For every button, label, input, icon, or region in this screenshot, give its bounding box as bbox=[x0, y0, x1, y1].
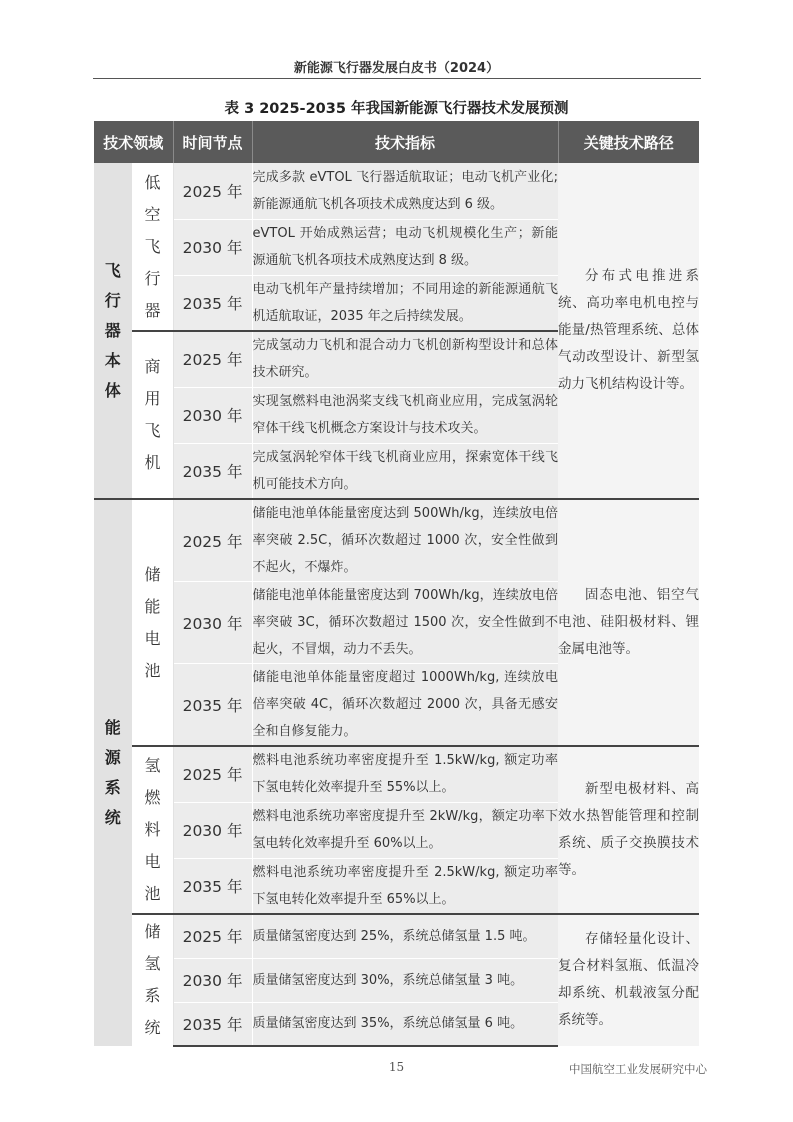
vertical-label-char: 能 bbox=[104, 717, 121, 737]
metric-cell: eVTOL 开始成熟运营；电动飞机规模化生产；新能源通航飞机各项技术成熟度达到 8 级。 bbox=[252, 219, 558, 275]
vertical-label-char: 空 bbox=[144, 204, 161, 224]
metric-cell: 储能电池单体能量密度达到 500Wh/kg，连续放电倍率突破 2.5C，循环次数超过 1000 次，安全性做到不起火，不爆炸。 bbox=[252, 499, 558, 582]
vertical-label-char: 储 bbox=[144, 922, 161, 942]
metric-cell: 电动飞机年产量持续增加；不同用途的新能源通航飞机适航取证，2035 年之后持续发展。 bbox=[252, 275, 558, 331]
year-cell: 2035 年 bbox=[173, 275, 252, 331]
year-cell: 2030 年 bbox=[173, 582, 252, 664]
year-cell: 2025 年 bbox=[173, 746, 252, 802]
vertical-label-char: 行 bbox=[104, 290, 121, 310]
subdomain-cell-fuel-cell bbox=[132, 746, 173, 914]
year-cell: 2030 年 bbox=[173, 802, 252, 858]
metric-cell: 燃料电池系统功率密度提升至 1.5kW/kg, 额定功率下氢电转化效率提升至 55%以上。 bbox=[252, 746, 558, 802]
vertical-label-char: 统 bbox=[104, 807, 121, 827]
vertical-label-char: 氢 bbox=[144, 954, 161, 974]
year-cell: 2025 年 bbox=[173, 163, 252, 219]
path-cell-fuel-cell: 新型电极材料、高效水热智能管理和控制系统、质子交换膜技术等。 bbox=[558, 746, 699, 914]
metric-cell: 质量储氢密度达到 25%，系统总储氢量 1.5 吨。 bbox=[252, 914, 558, 958]
table-row bbox=[94, 499, 699, 582]
year-cell: 2030 年 bbox=[173, 958, 252, 1002]
metric-cell: 质量储氢密度达到 30%，系统总储氢量 3 吨。 bbox=[252, 958, 558, 1002]
metric-cell: 实现氢燃料电池涡桨支线飞机商业应用，完成氢涡轮窄体干线飞机概念方案设计与技术攻关。 bbox=[252, 387, 558, 443]
header-tech-domain: 技术领域 bbox=[94, 121, 173, 163]
forecast-table bbox=[94, 121, 699, 1047]
table-title: 表 3 2025-2035 年我国新能源飞行器技术发展预测 bbox=[224, 101, 569, 117]
year-cell: 2035 年 bbox=[173, 858, 252, 914]
year-cell: 2035 年 bbox=[173, 1002, 252, 1046]
table-row bbox=[94, 163, 699, 219]
vertical-label-char: 本 bbox=[104, 350, 121, 370]
path-cell-battery: 固态电池、铝空气电池、硅阳极材料、锂金属电池等。 bbox=[558, 499, 699, 746]
metric-cell: 完成氢动力飞机和混合动力飞机创新构型设计和总体技术研究。 bbox=[252, 331, 558, 387]
metric-cell: 储能电池单体能量密度达到 700Wh/kg，连续放电倍率突破 3C，循环次数超过 1500 次，安全性做到不起火，不冒烟，动力不丢失。 bbox=[252, 582, 558, 664]
vertical-label-char: 行 bbox=[144, 268, 161, 288]
metric-cell: 完成多款 eVTOL 飞行器适航取证；电动飞机产业化;新能源通航飞机各项技术成熟度达到 6 级。 bbox=[252, 163, 558, 219]
subdomain-cell-battery bbox=[132, 499, 173, 746]
vertical-label-char: 系 bbox=[144, 986, 161, 1006]
year-cell: 2030 年 bbox=[173, 387, 252, 443]
header-tech-metric: 技术指标 bbox=[252, 121, 558, 163]
metric-cell: 质量储氢密度达到 35%，系统总储氢量 6 吨。 bbox=[252, 1002, 558, 1046]
vertical-label-char: 统 bbox=[144, 1018, 161, 1038]
year-cell: 2035 年 bbox=[173, 443, 252, 499]
vertical-label-char: 机 bbox=[144, 453, 161, 472]
vertical-label-char: 源 bbox=[104, 747, 121, 767]
year-cell: 2025 年 bbox=[173, 914, 252, 958]
domain-cell-aircraft-body bbox=[94, 163, 132, 499]
subdomain-cell-commercial bbox=[132, 331, 173, 499]
vertical-label-char: 料 bbox=[144, 820, 161, 839]
header-time-node: 时间节点 bbox=[173, 121, 252, 163]
path-cell-aircraft-body: 分布式电推进系统、高功率电机电控与能量/热管理系统、总体气动改型设计、新型氢动力飞机结构设计等。 bbox=[558, 163, 699, 499]
vertical-label-char: 商 bbox=[144, 357, 161, 376]
year-cell: 2030 年 bbox=[173, 219, 252, 275]
vertical-label-char: 燃 bbox=[144, 788, 161, 807]
subdomain-cell-low-altitude bbox=[132, 163, 173, 331]
table-row bbox=[94, 914, 699, 958]
metric-cell: 燃料电池系统功率密度提升至 2kW/kg，额定功率下氢电转化效率提升至 60%以上。 bbox=[252, 802, 558, 858]
header-rule bbox=[93, 78, 701, 79]
vertical-label-char: 飞 bbox=[144, 236, 161, 256]
vertical-label-char: 储 bbox=[144, 564, 161, 584]
vertical-label-char: 池 bbox=[144, 884, 161, 903]
domain-cell-energy-system bbox=[94, 499, 132, 1046]
footer-organization: 中国航空工业发展研究中心 bbox=[569, 1062, 707, 1076]
path-cell-hydrogen-storage: 存储轻量化设计、复合材料氢瓶、低温冷却系统、机载液氢分配系统等。 bbox=[558, 914, 699, 1046]
vertical-label-char: 电 bbox=[144, 628, 161, 648]
vertical-label-char: 能 bbox=[144, 596, 161, 616]
table-header-row bbox=[94, 121, 699, 163]
page-number: 15 bbox=[388, 1060, 405, 1074]
table-row bbox=[94, 746, 699, 802]
metric-cell: 燃料电池系统功率密度提升至 2.5kW/kg, 额定功率下氢电转化效率提升至 65%以上。 bbox=[252, 858, 558, 914]
header-key-path: 关键技术路径 bbox=[558, 121, 699, 163]
vertical-label-char: 系 bbox=[104, 777, 121, 797]
metric-cell: 储能电池单体能量密度超过 1000Wh/kg, 连续放电倍率突破 4C，循环次数超过 2000 次，具备无感安全和自修复能力。 bbox=[252, 664, 558, 747]
vertical-label-char: 飞 bbox=[144, 421, 161, 440]
vertical-label-char: 低 bbox=[144, 172, 161, 192]
vertical-label-char: 氢 bbox=[144, 756, 161, 775]
subdomain-cell-hydrogen-storage bbox=[132, 914, 173, 1046]
vertical-label-char: 器 bbox=[104, 320, 121, 340]
year-cell: 2025 年 bbox=[173, 499, 252, 582]
year-cell: 2035 年 bbox=[173, 664, 252, 747]
running-header: 新能源飞行器发展白皮书（2024） bbox=[293, 61, 500, 76]
vertical-label-char: 池 bbox=[144, 660, 161, 680]
metric-cell: 完成氢涡轮窄体干线飞机商业应用，探索宽体干线飞机可能技术方向。 bbox=[252, 443, 558, 499]
vertical-label-char: 器 bbox=[144, 300, 161, 320]
year-cell: 2025 年 bbox=[173, 331, 252, 387]
vertical-label-char: 电 bbox=[144, 852, 161, 871]
vertical-label-char: 用 bbox=[144, 389, 161, 408]
vertical-label-char: 体 bbox=[104, 380, 121, 400]
vertical-label-char: 飞 bbox=[104, 260, 121, 280]
